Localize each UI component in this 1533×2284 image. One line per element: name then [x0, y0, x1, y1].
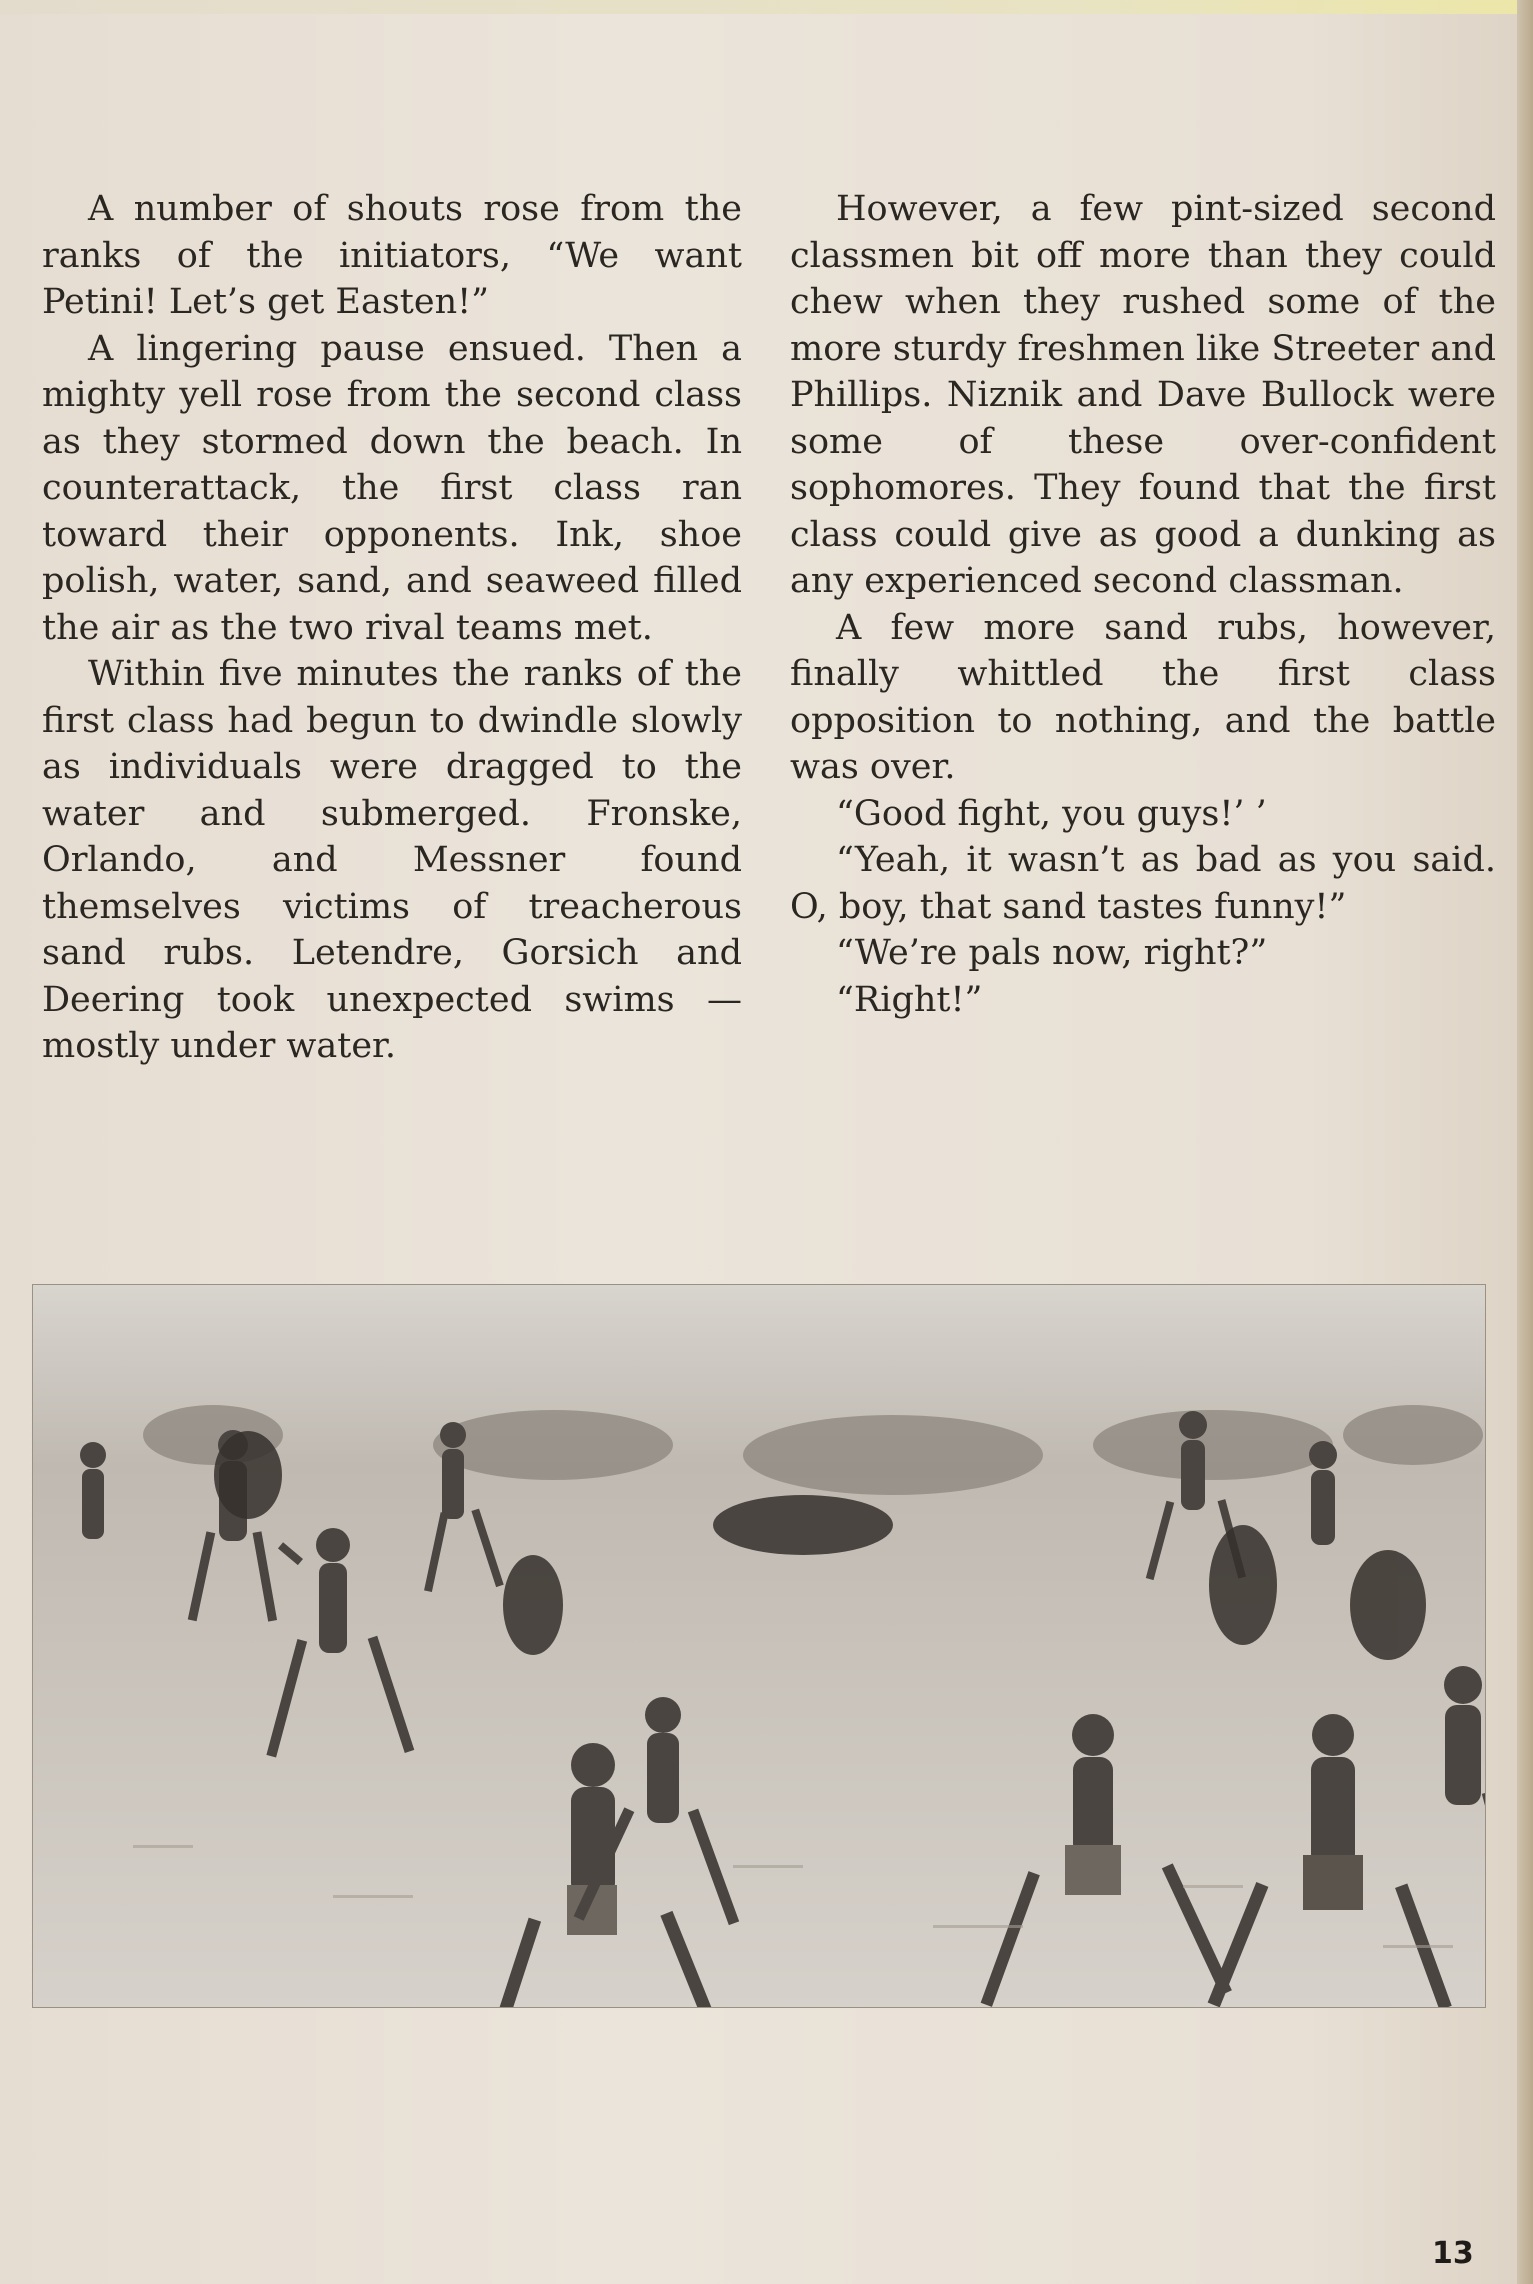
paragraph: Within five minutes the ranks of the first class had begun to dwindle slowly as individuals were dragged to the water and submerged. Fronske, Orlando, and Messner found themselves victims of treacherous sand rubs. Letendre, Gorsich and Deering took unexpected swims — mostly under water. — [42, 654, 742, 1066]
paragraph: A lingering pause ensued. Then a mighty yell rose from the second class as they stormed down the beach. In counterattack, the first class ran toward their opponents. Ink, shoe polish, water, sand, and seaweed filled the air as the two rival teams met. — [42, 328, 742, 648]
article-column-right — [790, 186, 1496, 1023]
photo-background — [33, 1285, 1485, 2007]
article-column-left — [42, 186, 742, 1070]
page-top-tint — [0, 0, 1533, 14]
paragraph: A few more sand rubs, however, finally whittled the first class opposition to nothing, and the battle was over. — [790, 607, 1496, 787]
paragraph: However, a few pint-sized second classmen bit off more than they could chew when they rushed some of the more sturdy freshmen like Streeter and Phillips. Niznik and Dave Bullock were some of these over-confident sophomores. They found that the first class could give as good a dunking as any experienced second classman. — [790, 189, 1496, 601]
paragraph: “Good fight, you guys!’ ’ — [836, 793, 1267, 834]
paragraph: “Right!” — [836, 979, 983, 1020]
page-binding-edge — [1517, 0, 1533, 2284]
beach-battle-photo — [32, 1284, 1486, 2008]
paragraph: A number of shouts rose from the ranks of the initiators, “We want Petini! Let’s get Easten!” — [42, 189, 742, 322]
page-number: 13 — [1432, 2236, 1474, 2271]
photo-illustration — [33, 1285, 1485, 2007]
paragraph: “We’re pals now, right?” — [836, 933, 1268, 973]
paragraph: “Yeah, it wasn’t as bad as you said. O, boy, that sand tastes funny!” — [790, 840, 1496, 927]
